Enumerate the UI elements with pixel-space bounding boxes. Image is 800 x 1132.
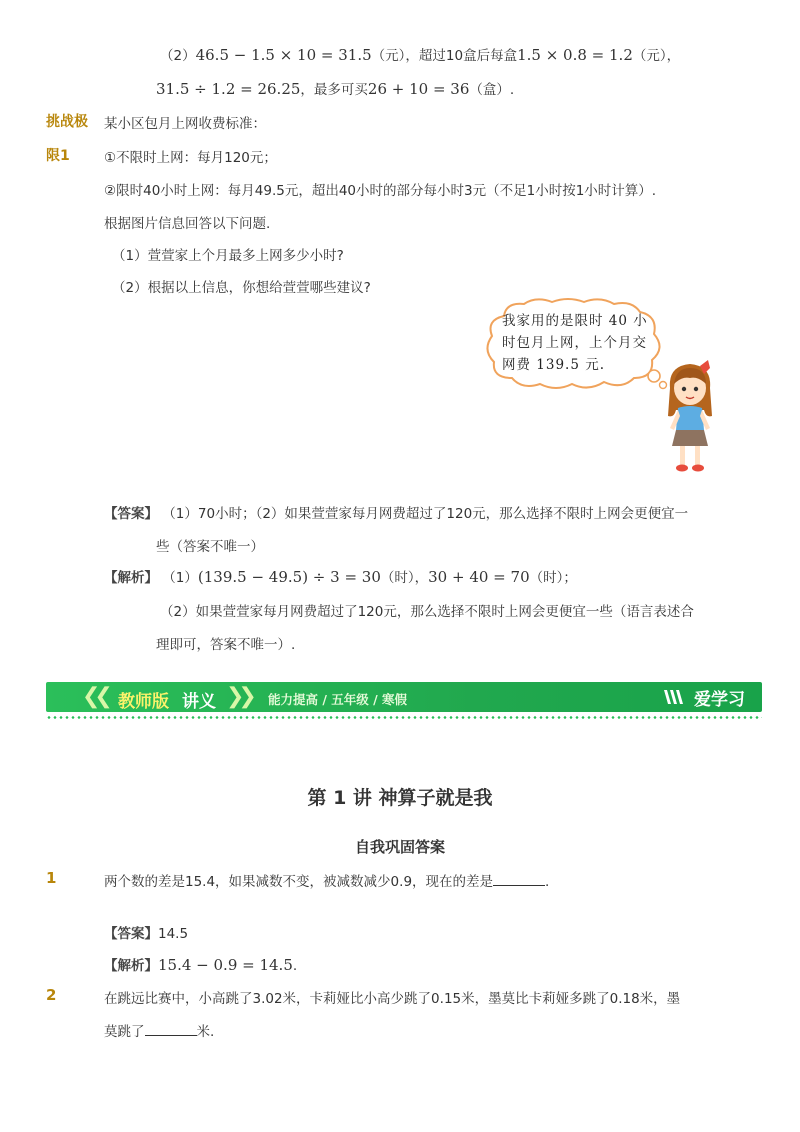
answer-value: 14.5 — [158, 926, 189, 942]
challenge-instruction: 根据图片信息回答以下问题. — [104, 216, 271, 232]
analysis-label: 【解析】 — [104, 570, 158, 586]
challenge-answer-line2: 些（答案不唯一） — [156, 539, 264, 555]
challenge-intro: 某小区包月上网收费标准： — [104, 116, 266, 132]
double-chevron-left-icon: ❮❮ — [82, 684, 107, 709]
analysis-unit-b: （时）； — [529, 570, 577, 586]
prev-solution-line1 — [160, 44, 680, 64]
prev-solution-math-c: 31.5 ÷ 1.2 = 26.25 — [156, 80, 301, 98]
banner-dotted-divider — [46, 716, 762, 719]
answer-blank — [493, 873, 545, 886]
prev-solution-end: ， — [666, 48, 681, 64]
double-chevron-right-icon: ❯❯ — [226, 684, 251, 709]
challenge-tag-line2: 限1 — [46, 148, 70, 164]
challenge-analysis-line3: 理即可，答案不唯一）. — [156, 637, 296, 653]
prev-solution-text2: ，最多可买 — [300, 82, 368, 98]
answer-blank — [145, 1023, 197, 1036]
problem-2-text-b: 米. — [196, 1024, 215, 1040]
problem-2-text-line2 — [104, 1020, 214, 1040]
problem-1-end: . — [545, 874, 550, 890]
problem-1-text: 两个数的差是15.4，如果减数不变，被减数减少0.9，现在的差是 — [104, 874, 494, 890]
prev-solution-unit-b: （元） — [632, 48, 667, 64]
girl-illustration-icon — [660, 358, 720, 478]
banner-title-yellow: 教师版 — [118, 692, 169, 712]
banner-breadcrumb: 能力提高 / 五年级 / 寒假 — [268, 692, 408, 707]
analysis-math-a: (139.5 − 49.5) ÷ 3 = 30 — [197, 568, 381, 586]
prev-solution-text: ，超过10盒后每盒 — [405, 48, 518, 64]
analysis-label: 【解析】 — [104, 958, 158, 974]
answer-label: 【答案】 — [104, 926, 158, 942]
problem-1-answer — [104, 922, 188, 942]
prev-solution-line2 — [156, 78, 514, 98]
challenge-rule2: ②限时40小时上网：每月49.5元，超出40小时的部分每小时3元（不足1小时按1小时计算）. — [104, 183, 657, 199]
problem-2-text-a: 莫跳了 — [104, 1024, 145, 1040]
problem-number: 1 — [46, 869, 57, 887]
analysis-math-b: 30 + 40 = 70 — [428, 568, 530, 586]
prev-solution-math-d: 26 + 10 = 36 — [367, 80, 470, 98]
banner-title-white: 讲义 — [182, 692, 216, 712]
analysis-unit-a: （时）， — [380, 570, 429, 586]
lecture-banner — [46, 682, 762, 712]
prev-solution-math-a: 46.5 − 1.5 × 10 = 31.5 — [195, 46, 372, 64]
challenge-rule1: ①不限时上网：每月120元； — [104, 150, 277, 166]
speech-bubble-text: 我家用的是限时 40 小时包月上网，上个月交网费 139.5 元. — [502, 313, 648, 373]
challenge-q2: （2）根据以上信息，你想给萱萱哪些建议? — [112, 280, 371, 296]
analysis-math: 15.4 − 0.9 = 14.5 — [158, 956, 293, 974]
analysis-p1: （1） — [162, 570, 198, 586]
prev-solution-end2: . — [509, 82, 515, 98]
problem-text — [104, 870, 549, 890]
challenge-analysis-line1 — [104, 566, 577, 586]
problem-1-analysis — [104, 954, 297, 974]
brand-logo-text: 爱学习 — [694, 690, 745, 710]
challenge-q1: （1）萱萱家上个月最多上网多少小时? — [112, 248, 344, 264]
prev-solution-math-b: 1.5 × 0.8 = 1.2 — [517, 46, 633, 64]
answer-text1: （1）70小时；（2）如果萱萱家每月网费超过了120元，那么选择不限时上网会更便宜一 — [162, 506, 689, 522]
section-subtitle: 自我巩固答案 — [354, 838, 445, 856]
prev-solution-unit-a: （元） — [371, 48, 406, 64]
challenge-analysis-line2: （2）如果萱萱家每月网费超过了120元，那么选择不限时上网会更便宜一些（语言表述合 — [160, 604, 694, 620]
analysis-end: . — [292, 958, 298, 974]
speech-bubble — [480, 296, 670, 392]
problem-2-text-line1: 在跳远比赛中，小高跳了3.02米，卡莉娅比小高少跳了0.15米，墨莫比卡莉娅多跳了0.18米，墨 — [104, 991, 681, 1007]
challenge-answer-line1 — [104, 502, 688, 522]
challenge-tag-line1: 挑战极 — [46, 114, 88, 130]
brand-logo-icon — [662, 688, 690, 706]
lecture-title: 第 1 讲 神算子就是我 — [307, 787, 493, 809]
prev-solution-unit-c: （盒） — [469, 82, 510, 98]
prev-solution-label: （2） — [160, 48, 196, 64]
answer-label: 【答案】 — [104, 506, 158, 522]
problem-number: 2 — [46, 986, 57, 1004]
